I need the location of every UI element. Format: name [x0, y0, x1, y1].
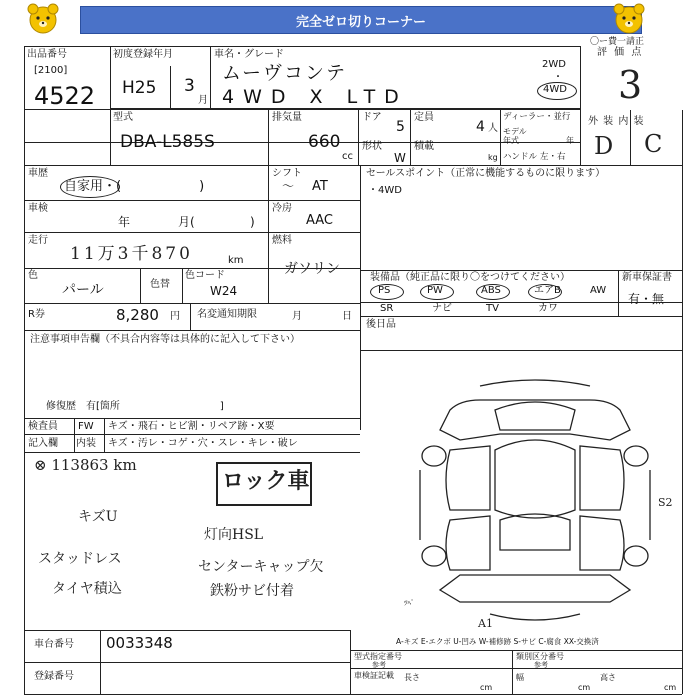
equipment-label: 装備品（純正品に限り〇をつけてください） — [370, 272, 570, 283]
capacity-value: 4 — [476, 119, 485, 135]
note-lamp: 灯向HSL — [204, 527, 264, 543]
dims-width-unit: cm — [578, 683, 591, 692]
doors-value: 5 — [396, 119, 405, 135]
grade-score: 3 — [618, 63, 643, 107]
car-grade: 4WD X LTD — [222, 86, 408, 108]
aircon-value: AAC — [306, 213, 333, 228]
note-scratch: キズU — [78, 509, 118, 525]
class-label: 類別区分番号 — [516, 652, 564, 661]
color-code-label: 色コード — [185, 270, 225, 281]
mileage-value: 11万3千870 — [70, 244, 193, 264]
interior-grade: C — [644, 130, 663, 158]
inspection-month: 月( — [178, 215, 195, 229]
inspection-year: 年 — [118, 215, 131, 229]
fuel-label: 燃料 — [272, 235, 292, 246]
displacement-label: 排気量 — [272, 112, 302, 123]
equip-pw: PW — [427, 285, 443, 296]
check-row2-label: 記入欄 — [28, 438, 58, 449]
handle-value: 左・右 — [540, 152, 566, 162]
model-value: DBA-L585S — [120, 132, 215, 152]
chassis-value: 0033348 — [106, 634, 173, 652]
first-reg-label: 初度登録年月 — [113, 49, 173, 60]
doors-label: ドア — [362, 112, 382, 123]
history-label: 車歴 — [28, 168, 48, 179]
warranty-label: 新車保証書 — [622, 272, 672, 283]
mileage-unit: km — [228, 255, 244, 266]
notice-month: 月 — [292, 311, 302, 322]
shift-label: シフト — [272, 168, 302, 179]
recycle-label: R券 — [28, 309, 45, 320]
exterior-grade: D — [594, 132, 614, 160]
check-row2-items: キズ・汚レ・コゲ・穴・スレ・キレ・破レ — [108, 438, 298, 449]
lot-code: [2100] — [34, 65, 68, 76]
top-right-fragment: 〇ー費一請正 — [590, 37, 645, 47]
dealer-year-unit: 年 — [566, 136, 574, 145]
chassis-label: 車台番号 — [34, 639, 74, 650]
capacity-unit: 人 — [488, 123, 498, 134]
dims-height-unit: cm — [664, 683, 677, 692]
dims-width: 幅 — [516, 673, 524, 682]
drive-dot: ・ — [553, 72, 563, 83]
mascot-bear-right-icon — [612, 2, 646, 36]
equip-aw: AW — [590, 285, 607, 296]
mileage-label: 走行 — [28, 235, 48, 246]
equip-tv: TV — [486, 303, 499, 314]
equip-sr: SR — [380, 303, 394, 314]
diagram-mark-a1: A1 — [478, 617, 493, 630]
first-reg-month: 3 — [184, 76, 195, 96]
dims-label: 車検証記載 — [354, 671, 394, 680]
dealer-year-label: 年式 — [503, 136, 519, 145]
equip-kawa: カワ — [538, 303, 558, 314]
fuel-value: ガソリン — [284, 261, 340, 277]
car-name: ムーヴコンテ — [222, 62, 348, 84]
ext-int-label: 外 装 内 装 — [588, 116, 645, 127]
equip-navi: ナビ — [432, 303, 452, 314]
color-code: W24 — [210, 284, 238, 298]
load-unit: kg — [488, 153, 498, 162]
notice-day: 日 — [342, 311, 352, 322]
model-label: 型式 — [113, 112, 133, 123]
notes-label: 注意事項申告欄（不具合内容等は具体的に記入して下さい） — [30, 334, 300, 345]
drive-4wd: 4WD — [543, 84, 567, 95]
car-damage-diagram — [410, 370, 660, 630]
rear-seat-label: 後日品 — [366, 319, 396, 330]
format-label-ref: 参考 — [372, 661, 386, 669]
note-iron-rust: 鉄粉サビ付着 — [210, 583, 294, 599]
lot-number: 4522 — [34, 82, 96, 110]
displacement-unit: cc — [342, 151, 353, 162]
equip-airbag: エアB — [534, 285, 561, 296]
first-reg-year: H25 — [122, 78, 157, 98]
first-reg-month-unit: 月 — [198, 95, 208, 106]
warranty-value: 有・無 — [628, 292, 665, 306]
format-label: 型式指定番号 — [354, 652, 402, 661]
name-label: 車名・グレード — [214, 49, 284, 60]
diagram-mark-s2: S2 — [658, 496, 673, 509]
dims-length-unit: cm — [480, 683, 493, 692]
shape-label: 形状 — [362, 141, 382, 152]
check-row1-sub: FW — [78, 421, 94, 432]
check-row2-sub: 内装 — [76, 438, 96, 449]
history-value: 自家用・( ) — [64, 179, 205, 194]
banner-title: 完全ゼロ切りコーナー — [80, 6, 642, 34]
dims-height: 高さ — [600, 673, 616, 682]
class-label-ref: 参考 — [534, 661, 548, 669]
dims-length: 長さ — [404, 673, 420, 682]
inspection-label: 車検 — [28, 203, 48, 214]
shift-value: AT — [312, 179, 328, 194]
repair-history: 修復歴 有[箇所 ] — [46, 401, 224, 412]
equip-abs: ABS — [481, 285, 501, 296]
color-label: 色 — [28, 270, 38, 281]
displacement-value: 660 — [308, 132, 341, 152]
color-change-label: 色替 — [150, 279, 170, 290]
capacity-label: 定員 — [414, 112, 434, 123]
equip-ps: PS — [378, 285, 391, 296]
mascot-bear-left-icon — [26, 2, 60, 36]
recycle-value: 8,280 — [116, 306, 159, 324]
note-studless: スタッドレス — [38, 551, 122, 567]
dealer-model-label: モデル — [503, 127, 527, 136]
notice-label: 名変通知期限 — [197, 309, 257, 320]
selling-item: ・4WD — [368, 185, 402, 196]
color-value: パール — [62, 282, 104, 298]
handle-label: ハンドル — [503, 152, 538, 162]
note-odometer: ⊗ 113863 km — [34, 456, 137, 474]
load-label: 積載 — [414, 141, 434, 152]
diagram-front-note: ﾂﾍﾟ — [404, 599, 415, 607]
check-row1-label: 検査員 — [28, 421, 58, 432]
lock-stamp: ロック車 — [222, 468, 310, 494]
recycle-unit: 円 — [170, 311, 180, 322]
shape-value: W — [394, 151, 406, 165]
selling-label: セールスポイント（正常に機能するものに限ります） — [366, 168, 606, 179]
shift-mark: 〜 — [282, 179, 295, 193]
check-row1-items: キズ・飛石・ヒビ割・リペア跡・X要 — [108, 421, 275, 432]
inspection-close: ) — [250, 215, 255, 229]
note-center-cap: センターキャップ欠 — [198, 559, 324, 575]
lot-label: 出品番号 — [27, 49, 67, 60]
note-tire: タイヤ積込 — [52, 581, 122, 597]
diagram-legend: A-キズ E-エクボ U-凹み W-補修跡 S-サビ C-腐食 XX-交換済 — [396, 637, 599, 646]
drive-2wd: 2WD — [542, 59, 566, 70]
reg-number-label: 登録番号 — [34, 671, 74, 682]
dealer-label: ディーラー・並行 — [503, 112, 571, 122]
grade-label: 評 価 点 — [597, 47, 644, 58]
aircon-label: 冷房 — [272, 203, 292, 214]
